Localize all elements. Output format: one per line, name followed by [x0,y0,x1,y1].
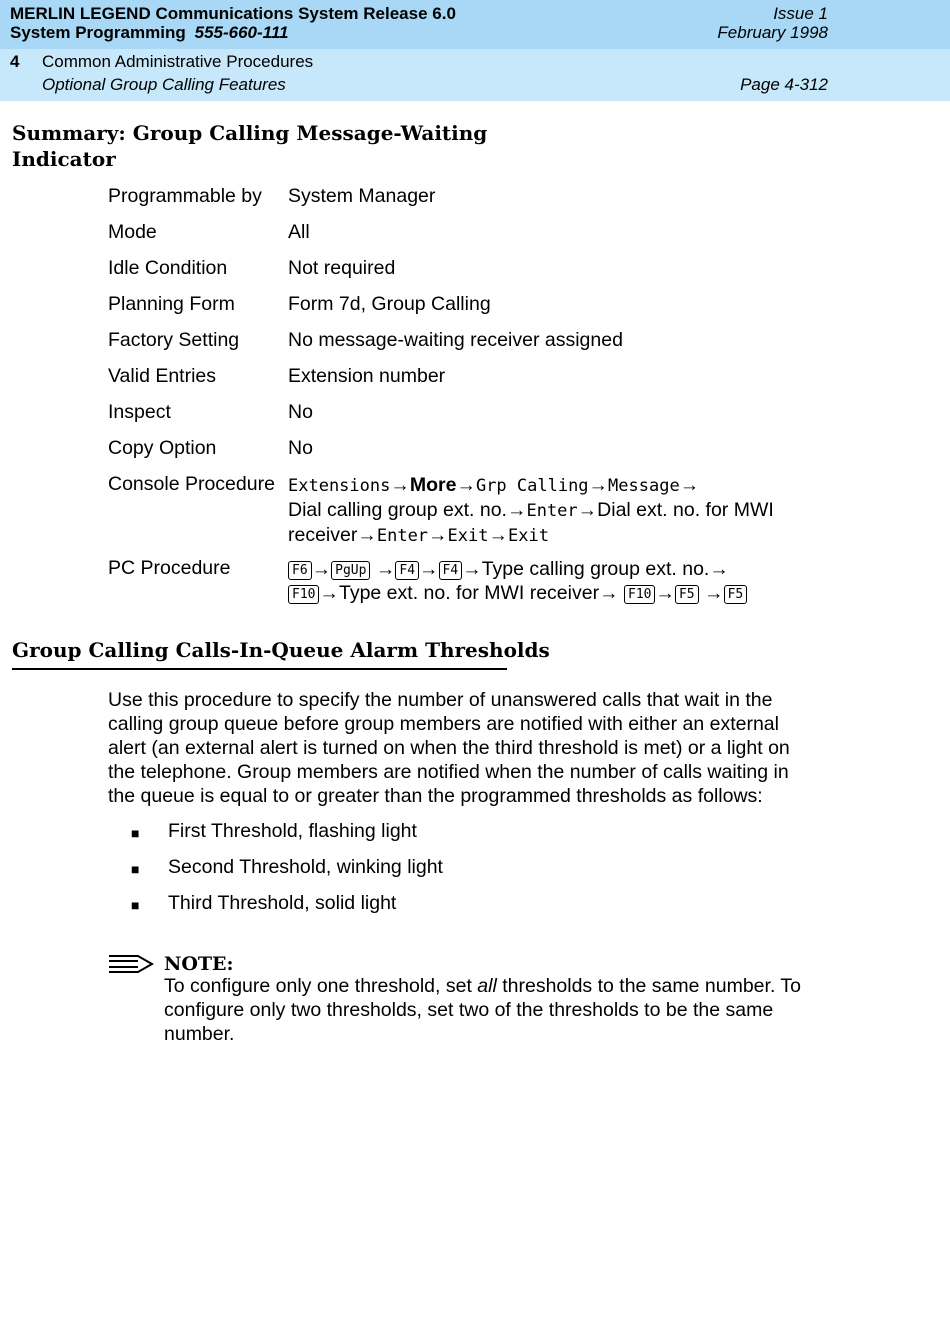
console-line-1 [288,473,774,498]
summary-value: Form 7d, Group Calling [288,293,491,315]
arrow: → [311,558,332,580]
arrow: → [588,474,609,496]
chapter-title: Common Administrative Procedures [42,52,314,71]
thresholds-heading: Group Calling Calls-In-Queue Alarm Thresholds [12,638,550,662]
chapter-number: 4 [10,52,20,71]
summary-heading-line2: Indicator [12,147,116,171]
console-key-exit: Exit [508,526,549,546]
note-line [164,974,801,998]
console-key-enter: Enter [526,501,578,521]
bullet-item: First Threshold, flashing light [168,820,417,842]
paragraph-line: the telephone. Group members are notified when the number of calls waiting in [108,761,789,783]
summary-value: No [288,401,313,423]
pc-procedure [288,557,747,605]
paragraph-line: alert (an external alert is turned on when the third threshold is met) or a light on [108,737,790,759]
pc-line-2 [288,581,747,605]
summary-label: Factory Setting [108,329,240,351]
arrow: → [462,558,482,580]
note-emphasis: all [477,975,497,997]
summary-value: All [288,221,310,243]
key-f4: F4 [395,561,419,580]
key-f6: F6 [288,561,312,580]
summary-label: Valid Entries [108,365,217,387]
note-line: number. [164,1023,235,1045]
arrow: → [599,582,619,604]
console-procedure [288,473,774,548]
arrow: → [577,499,598,521]
summary-value: No message-waiting receiver assigned [288,329,623,351]
key-f10: F10 [624,585,655,604]
paragraph-line: calling group queue before group members are notified with either an external [108,713,779,735]
arrow: → [506,499,527,521]
page-number: Page 4-312 [740,75,828,94]
pc-step-type-group: Type calling group ext. no. [481,558,710,580]
paragraph-line: the queue is equal to or greater than the programmed thresholds as follows: [108,785,763,807]
console-step-dial-group: Dial calling group ext. no. [288,499,507,521]
doc-title: MERLIN LEGEND Communications System Release 6.0 [10,4,456,23]
summary-label: Programmable by [108,185,262,207]
issue-date: February 1998 [717,23,828,42]
console-line-3 [288,523,774,548]
summary-heading [12,120,487,172]
arrow: → [428,524,448,546]
arrow: → [679,474,700,496]
summary-label: Copy Option [108,437,217,459]
paragraph-line: Use this procedure to specify the number of unanswered calls that wait in the [108,689,773,711]
arrow: → [375,558,396,580]
doc-number: 555-660-111 [194,23,289,42]
note-text: To configure only one threshold, set [164,975,478,997]
console-key-more: More [409,474,457,496]
console-key-grp-calling: Grp Calling [475,476,589,496]
intro-paragraph [108,688,790,808]
summary-label: Idle Condition [108,257,228,279]
summary-heading-line1: Summary: Group Calling Message-Waiting [12,121,488,145]
pc-step-type-mwi: Type ext. no. for MWI receiver [338,582,600,604]
note-text: thresholds to the same number. To [496,975,802,997]
arrow: → [704,582,724,604]
pc-line-1 [288,557,747,581]
arrow: → [709,558,729,580]
console-step-receiver: receiver [288,524,358,546]
issue-label: Issue 1 [773,4,828,23]
summary-label: Planning Form [108,293,235,315]
console-key-message: Message [608,476,680,496]
doc-subtitle-line [10,23,289,43]
pc-procedure-label: PC Procedure [108,557,231,579]
summary-label: Mode [108,221,157,243]
console-step-dial-mwi: Dial ext. no. for MWI [597,499,774,521]
arrow: → [390,474,410,496]
heading-rule [12,668,507,670]
note-pencil-icon [108,953,154,975]
console-key-extensions: Extensions [288,476,391,496]
section-title: Optional Group Calling Features [42,75,286,94]
note-title: NOTE: [164,953,234,975]
summary-value: No [288,437,313,459]
console-procedure-label: Console Procedure [108,473,275,495]
summary-value: Not required [288,257,396,279]
arrow: → [655,582,675,604]
console-key-exit: Exit [447,526,489,546]
arrow: → [488,524,508,546]
arrow: → [357,524,377,546]
note-body [164,974,801,1046]
key-f5: F5 [675,585,699,604]
bullet-icon: ■ [131,861,140,877]
summary-label: Inspect [108,401,171,423]
key-pgup: PgUp [331,561,370,580]
note-line: configure only two thresholds, set two of the thresholds to be the same [164,999,774,1021]
bullet-item: Second Threshold, winking light [168,856,443,878]
arrow: → [319,582,339,604]
arrow: → [419,558,439,580]
key-f10: F10 [288,585,319,604]
console-key-enter: Enter [376,526,429,546]
arrow: → [456,474,476,496]
bullet-item: Third Threshold, solid light [168,892,397,914]
key-f4: F4 [439,561,463,580]
console-line-2 [288,498,774,523]
key-f5: F5 [724,585,748,604]
bullet-icon: ■ [131,825,140,841]
bullet-icon: ■ [131,897,140,913]
doc-subtitle: System Programming [10,23,186,42]
summary-value: System Manager [288,185,436,207]
summary-value: Extension number [288,365,446,387]
